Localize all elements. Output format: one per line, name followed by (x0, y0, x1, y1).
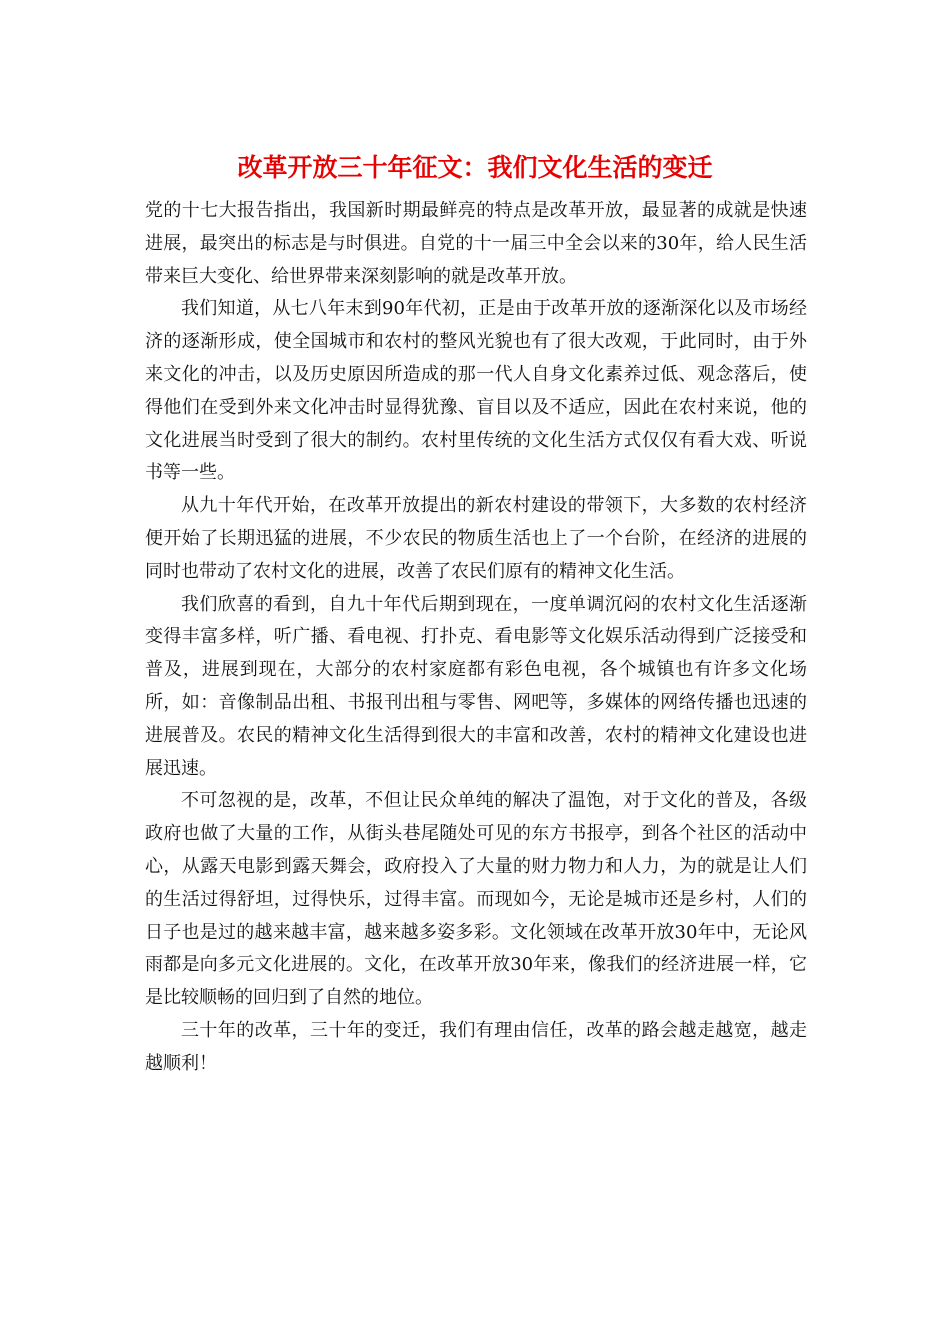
paragraph: 党的十七大报告指出，我国新时期最鲜亮的特点是改革开放，最显著的成就是快速进展，最突出的标志是与时俱进。自党的十一届三中全会以来的30年，给人民生活带来巨大变化、给世界带来深刻影响的就是改革开放。 (145, 200, 807, 287)
document-title: 改革开放三十年征文：我们文化生活的变迁 (237, 153, 713, 182)
paragraph: 我们欣喜的看到，自九十年代后期到现在，一度单调沉闷的农村文化生活逐渐变得丰富多样，听广播、看电视、打扑克、看电影等文化娱乐活动得到广泛接受和普及，进展到现在，大部分的农村家庭都有彩色电视，各个城镇也有许多文化场所，如：音像制品出租、书报刊出租与零售、网吧等，多媒体的网络传播也迅速的进展普及。农民的精神文化生活得到很大的丰富和改善，农村的精神文化建设也进展迅速。 (145, 593, 807, 779)
paragraph: 三十年的改革，三十年的变迁，我们有理由信任，改革的路会越走越宽，越走越顺利！ (145, 1019, 807, 1074)
document-body (145, 195, 807, 1081)
paragraph: 从九十年代开始，在改革开放提出的新农村建设的带领下，大多数的农村经济便开始了长期迅猛的进展，不少农民的物质生活也上了一个台阶，在经济的进展的同时也带动了农村文化的进展，改善了农民们原有的精神文化生活。 (145, 495, 807, 582)
paragraph: 我们知道，从七八年末到90年代初，正是由于改革开放的逐渐深化以及市场经济的逐渐形成，使全国城市和农村的整风光貌也有了很大改观，于此同时，由于外来文化的冲击，以及历史原因所造成的那一代人自身文化素养过低、观念落后，使得他们在受到外来文化冲击时显得犹豫、盲目以及不适应，因此在农村来说，他的文化进展当时受到了很大的制约。农村里传统的文化生活方式仅仅有看大戏、听说书等一些。 (145, 298, 807, 484)
paragraph: 不可忽视的是，改革，不但让民众单纯的解决了温饱，对于文化的普及，各级政府也做了大量的工作，从街头巷尾随处可见的东方书报亭，到各个社区的活动中心，从露天电影到露天舞会，政府投入了大量的财力物力和人力，为的就是让人们的生活过得舒坦，过得快乐，过得丰富。而现如今，无论是城市还是乡村，人们的日子也是过的越来越丰富，越来越多姿多彩。文化领域在改革开放30年中，无论风雨都是向多元文化进展的。文化，在改革开放30年来，像我们的经济进展一样，它是比较顺畅的回归到了自然的地位。 (145, 790, 807, 1009)
